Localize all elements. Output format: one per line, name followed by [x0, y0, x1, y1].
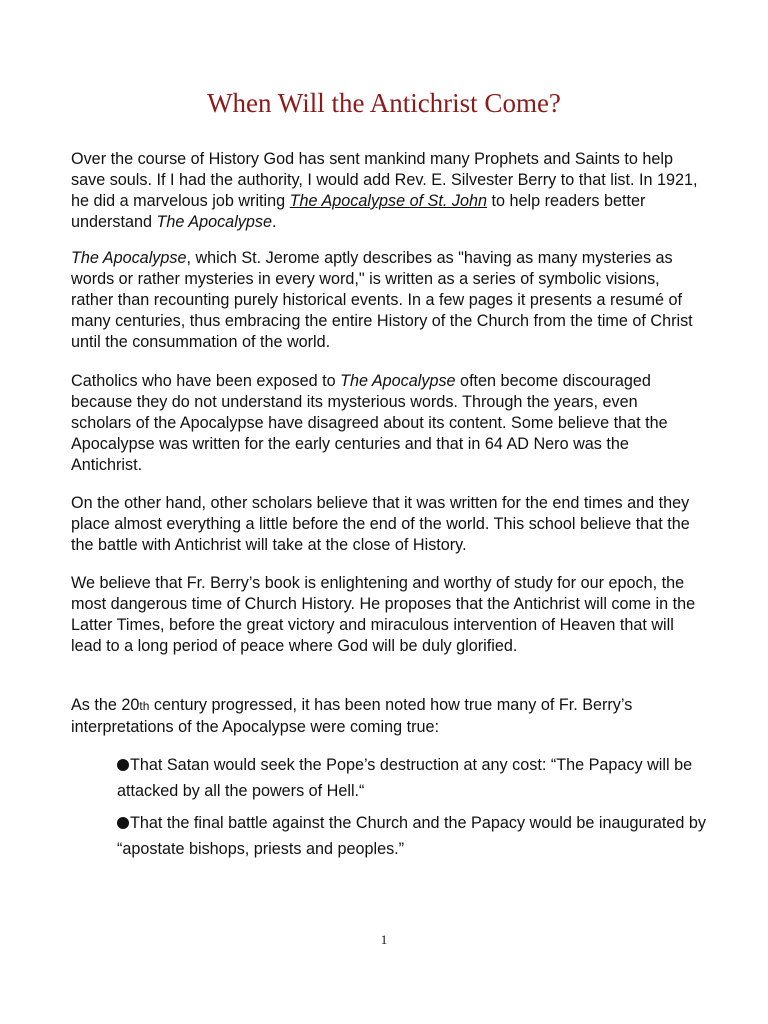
intro-text-a: Over the course of History God has sent mankind many Prophets and Saints to help save souls. If I had the authority, I would add Rev. E. Silvester Berry to that list. In 1921, he did a marvelous job writing	[71, 150, 698, 210]
book-title-link: The Apocalypse of St. John	[289, 192, 488, 210]
bullet-dot-icon	[117, 817, 129, 829]
paragraph-jerome	[71, 248, 701, 353]
catholics-text-a: Catholics who have been exposed to	[71, 372, 341, 390]
paragraph-scholars: On the other hand, other scholars believe that it was written for the end times and they place almost everything a little before the end of the world. This school believe that the the battle with Antichrist will take at the close of History.	[71, 494, 690, 554]
page-number: 1	[380, 932, 388, 947]
paragraph-century	[71, 695, 701, 738]
bullet-item	[117, 752, 707, 804]
apocalypse-title: The Apocalypse	[340, 372, 456, 390]
apocalypse-title: The Apocalypse	[71, 249, 187, 267]
century-text-b: century progressed, it has been noted how true many of Fr. Berry’s interpretations of the Apocalypse were coming true:	[71, 696, 633, 736]
intro-text-b: to help readers better understand	[71, 192, 646, 231]
catholics-text-b: often become discouraged because they do not understand its mysterious words. Through the years, even scholars of the Apocalypse have disagreed about its content. Some believe that the Apocalypse was written for the early centuries and that in 64 AD Nero was the Antichrist.	[71, 372, 668, 474]
paragraph-berry: We believe that Fr. Berry’s book is enlightening and worthy of study for our epoch, the most dangerous time of Church History. He proposes that the Antichrist will come in the Latter Times, before the great victory and miraculous intervention of Heaven that will lead to a long period of peace where God will be duly glorified.	[71, 574, 696, 655]
bullet-text: That the final battle against the Church and the Papacy would be inaugurated by “apostate bishops, priests and peoples.”	[117, 814, 706, 858]
century-text-a: As the 20	[71, 696, 140, 714]
apocalypse-title: The Apocalypse	[156, 213, 272, 231]
paragraph-intro	[71, 149, 701, 233]
bullet-dot-icon	[117, 759, 129, 771]
paragraph-catholics	[71, 371, 701, 476]
page-title: When Will the Antichrist Come?	[207, 88, 561, 118]
intro-text-c: .	[271, 213, 277, 231]
jerome-text: , which St. Jerome aptly describes as "having as many mysteries as words or rather mysteries in every word," is written as a series of symbolic visions, rather than recounting purely historical events. In a few pages it presents a resumé of many centuries, thus embracing the entire History of the Church from the time of Christ until the consummation of the world.	[71, 249, 693, 351]
bullet-text: That Satan would seek the Pope’s destruction at any cost: “The Papacy will be attacked by all the powers of Hell.“	[117, 756, 693, 800]
bullet-item	[117, 810, 707, 862]
century-superscript: th	[139, 699, 150, 713]
